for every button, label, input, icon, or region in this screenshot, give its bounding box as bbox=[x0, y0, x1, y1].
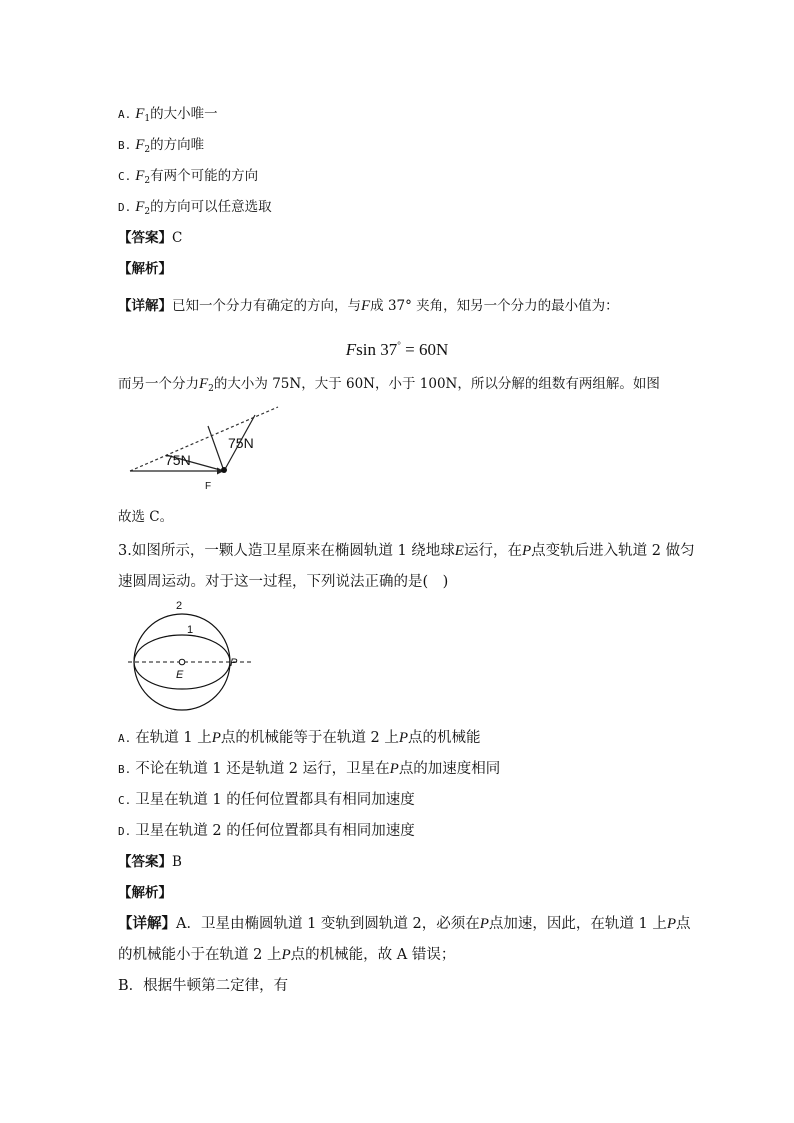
explanation-line: 而另一个分力$F_2$的大小为 75N，大于 60N，小于 100N，所以分解的组数有两组解。如图 bbox=[118, 376, 660, 394]
label-f: F bbox=[205, 481, 212, 492]
answer-line: 【答案】C bbox=[118, 230, 183, 246]
earth-marker bbox=[179, 659, 185, 665]
q3-option-a: A. 在轨道 1 上P点的机械能等于在轨道 2 上P点的机械能 bbox=[118, 730, 481, 746]
question-3-stem-line-1: 3.如图所示，一颗人造卫星原来在椭圆轨道 1 绕地球E运行，在P点变轨后进入轨道 2 做匀 bbox=[118, 543, 695, 559]
option-c: C. $F_2$有两个可能的方向 bbox=[118, 168, 259, 186]
q3-option-b: B. 不论在轨道 1 还是轨道 2 运行，卫星在P点的加速度相同 bbox=[118, 761, 501, 777]
label-75n-upper: 75N bbox=[228, 435, 254, 451]
question-3-stem-line-2: 速圆周运动。对于这一过程，下列说法正确的是( ) bbox=[118, 574, 449, 590]
q3-option-d: D. 卫星在轨道 2 的任何位置都具有相同加速度 bbox=[118, 823, 415, 839]
upper-component-line bbox=[208, 426, 224, 471]
earth-label: E bbox=[176, 669, 184, 681]
point-marker bbox=[221, 467, 227, 473]
force-decomposition-figure bbox=[118, 404, 298, 496]
q3-answer-line: 【答案】B bbox=[118, 854, 182, 870]
q3-detail-line-1: 【详解】A．卫星由椭圆轨道 1 变轨到圆轨道 2，必须在P点加速，因此，在轨道 1 上P点 bbox=[118, 915, 691, 932]
q3-option-c: C. 卫星在轨道 1 的任何位置都具有相同加速度 bbox=[118, 792, 415, 808]
option-d: D. $F_2$的方向可以任意选取 bbox=[118, 199, 272, 217]
detail-line: 【详解】已知一个分力有确定的方向，与F成 37° 夹角，知另一个分力的最小值为： bbox=[118, 298, 619, 314]
conclusion-line: 故选 C。 bbox=[118, 509, 174, 525]
formula: Fsin 37° = 60N bbox=[345, 340, 449, 359]
q3-analysis-heading: 【解析】 bbox=[118, 885, 172, 901]
orbit-figure bbox=[124, 600, 254, 712]
orbit-1-label: 1 bbox=[187, 624, 194, 636]
point-p-label: P bbox=[230, 657, 238, 669]
analysis-heading: 【解析】 bbox=[118, 261, 172, 277]
label-75n-lower: 75N bbox=[165, 452, 191, 468]
dashed-direction-line bbox=[130, 407, 278, 471]
q3-detail-line-3: B．根据牛顿第二定律，有 bbox=[118, 978, 289, 994]
option-a: A. $F_1$的大小唯一 bbox=[118, 106, 218, 124]
orbit-2-label: 2 bbox=[176, 600, 183, 612]
q3-detail-line-2: 的机械能小于在轨道 2 上P点的机械能，故 A 错误； bbox=[118, 947, 456, 963]
option-b: B. $F_2$的方向唯 bbox=[118, 137, 205, 155]
